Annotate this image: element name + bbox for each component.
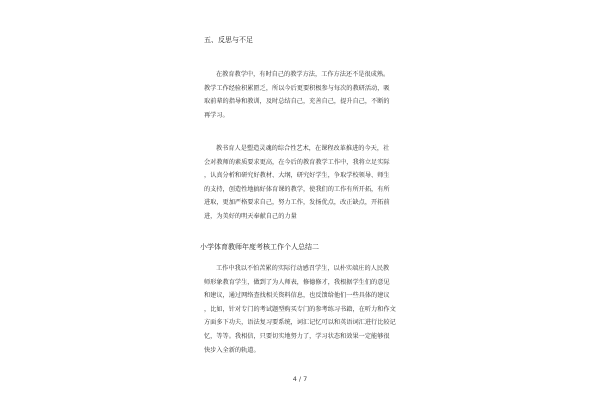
paragraph-line: 会对教师的素质要求更高，在今后的教育教学工作中，我将立足实际	[204, 158, 390, 166]
title-heading: 小学体育教师年度考核工作个人总结二	[200, 243, 319, 251]
paragraph-line: 进取，更加严格要求自己，努力工作，发扬优点，改正缺点，开拓前	[204, 199, 390, 207]
paragraph-line: 取前辈的指导和教训，及时总结自己，充善自己，提升自己，不断的	[204, 98, 390, 106]
paragraph-line: 再学习。	[204, 111, 229, 119]
paragraph-work-summary	[204, 262, 404, 357]
paragraph-line: 在教育教学中，有时自己的教学方法，工作方法还不是很成熟。	[216, 71, 390, 78]
paragraph-line: 师形象教育学生，做到了为人师表，修德修才，我根据学生们的意见	[204, 278, 390, 286]
paragraph-education-art	[204, 142, 404, 224]
paragraph-line: 教书育人是塑造灵魂的综合性艺术，在课程改革推进的今天，社	[216, 145, 390, 152]
paragraph-line: ，比如，针对专门的考试题型购买专门的参考练习书籍，在听力和作文	[204, 305, 396, 313]
paragraph-line: 工作中我以不怕苦累的实际行动感召学生，以朴实端庄的人民教	[216, 265, 390, 272]
page-number: 4 / 7	[292, 375, 308, 383]
paragraph-line: 进，为美好的明天奉献自己的力量	[204, 212, 297, 220]
section-heading: 五、反思与不足	[204, 36, 253, 44]
paragraph-line: 和建议，通过网络查找相关资料信息，也反馈给他们一些具体的建议	[204, 292, 390, 300]
paragraph-line: 忆，等等。我相信，只要切实地努力了，学习状态和效果一定能够很	[204, 332, 390, 340]
paragraph-reflection	[204, 68, 404, 122]
paragraph-line: 教学工作经验积累匮乏，所以今后更要积极参与每次的教研活动，吸	[204, 84, 390, 92]
paragraph-line: 方面多下功夫，语法复习要系统，词汇记忆可以和英语词汇进行比较记	[204, 319, 396, 327]
paragraph-line: 快步入全新的轨道。	[204, 346, 260, 354]
paragraph-line: 的支持，创造性地搞好体育课的教学，使我们的工作有所开拓，有所	[204, 185, 390, 193]
paragraph-line: ，认真分析和研究好教材、大纲，研究好学生，争取学校领导、师生	[204, 172, 390, 180]
